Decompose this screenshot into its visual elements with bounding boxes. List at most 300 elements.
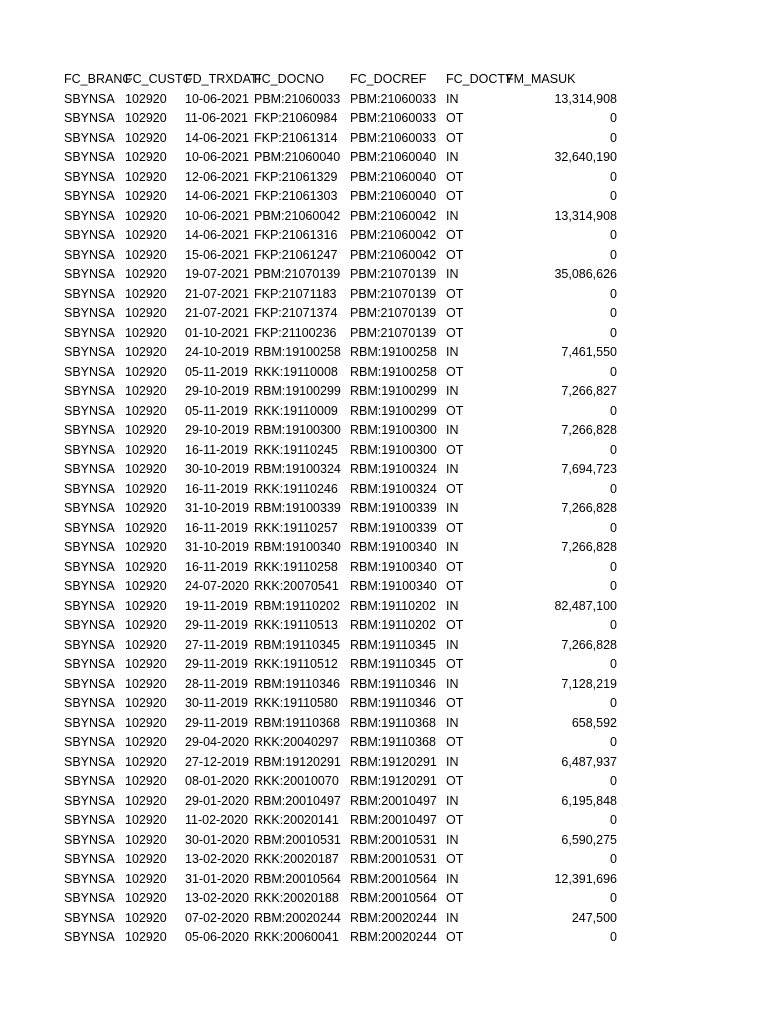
doctype-cell: IN — [446, 150, 459, 164]
trxdate-cell: 31-10-2019 — [185, 540, 249, 554]
column-header-custcode: FC_CUSTC — [125, 72, 192, 86]
branch-cell: SBYNSA — [64, 169, 115, 184]
branch-cell: SBYNSA — [64, 871, 115, 886]
masuk-cell: 0 — [610, 325, 617, 340]
masuk-cell: 0 — [610, 618, 617, 632]
doctype-cell: IN — [446, 910, 459, 925]
docno-cell: RKK:20020141 — [254, 813, 339, 827]
masuk-cell: 0 — [610, 774, 617, 788]
trxdate-cell: 31-10-2019 — [185, 501, 249, 515]
custcode-cell: 102920 — [125, 832, 167, 847]
custcode-cell: 102920 — [125, 910, 167, 925]
custcode-cell: 102920 — [125, 384, 167, 398]
doctype-cell: IN — [446, 384, 459, 398]
docno-cell: PBM:21070139 — [254, 267, 341, 281]
docno-cell: RBM:19100340 — [254, 540, 341, 554]
docno-cell: RKK:19110512 — [254, 657, 338, 671]
masuk-cell: 0 — [610, 696, 617, 710]
docref-cell: RBM:19100340 — [350, 559, 437, 574]
docno-cell: RKK:20070541 — [254, 579, 339, 593]
doctype-cell: IN — [446, 676, 459, 691]
branch-cell: SBYNSA — [64, 754, 115, 769]
masuk-cell: 7,266,828 — [561, 501, 617, 515]
docref-cell: PBM:21070139 — [350, 306, 437, 320]
trxdate-cell: 19-07-2021 — [185, 267, 249, 281]
doctype-cell: IN — [446, 91, 459, 106]
docno-cell: RBM:19100324 — [254, 462, 341, 476]
docno-cell: PBM:21060040 — [254, 150, 341, 164]
docref-cell: RBM:19100300 — [350, 442, 437, 457]
trxdate-cell: 11-06-2021 — [185, 111, 249, 125]
branch-cell: SBYNSA — [64, 306, 115, 320]
branch-cell: SBYNSA — [64, 345, 115, 359]
docref-cell: RBM:20020244 — [350, 930, 437, 944]
custcode-cell: 102920 — [125, 813, 167, 827]
doctype-cell: OT — [446, 189, 464, 203]
docref-cell: RBM:19100258 — [350, 345, 437, 359]
custcode-cell: 102920 — [125, 676, 167, 691]
trxdate-cell: 05-11-2019 — [185, 364, 249, 379]
docno-cell: RBM:20010497 — [254, 793, 341, 808]
docno-cell: RKK:19110008 — [254, 364, 338, 379]
custcode-cell: 102920 — [125, 306, 167, 320]
docref-cell: PBM:21070139 — [350, 286, 437, 301]
docno-cell: RKK:20040297 — [254, 735, 339, 749]
doctype-cell: OT — [446, 403, 464, 418]
doctype-cell: OT — [446, 813, 464, 827]
docno-cell: RBM:19110202 — [254, 598, 340, 613]
column-header-masuk: FM_MASUK — [506, 72, 576, 86]
trxdate-cell: 16-11-2019 — [185, 481, 249, 496]
branch-cell: SBYNSA — [64, 481, 115, 496]
docref-cell: RBM:20010564 — [350, 871, 437, 886]
doctype-cell: OT — [446, 306, 464, 320]
branch-cell: SBYNSA — [64, 267, 115, 281]
column-header-trxdate: FD_TRXDATI — [185, 72, 262, 86]
doctype-cell: OT — [446, 442, 464, 457]
custcode-cell: 102920 — [125, 111, 167, 125]
custcode-cell: 102920 — [125, 247, 167, 262]
trxdate-cell: 16-11-2019 — [185, 442, 249, 457]
doctype-cell: IN — [446, 793, 459, 808]
doctype-cell: OT — [446, 735, 464, 749]
custcode-cell: 102920 — [125, 91, 167, 106]
custcode-cell: 102920 — [125, 754, 167, 769]
docno-cell: RKK:19110580 — [254, 696, 338, 710]
branch-cell: SBYNSA — [64, 657, 115, 671]
trxdate-cell: 29-10-2019 — [185, 423, 249, 437]
doctype-cell: IN — [446, 871, 459, 886]
docref-cell: RBM:19100339 — [350, 520, 437, 535]
trxdate-cell: 29-11-2019 — [185, 657, 249, 671]
trxdate-cell: 31-01-2020 — [185, 871, 249, 886]
custcode-cell: 102920 — [125, 130, 167, 145]
branch-cell: SBYNSA — [64, 637, 115, 652]
masuk-cell: 7,461,550 — [561, 345, 617, 359]
doctype-cell: OT — [446, 852, 464, 866]
trxdate-cell: 30-10-2019 — [185, 462, 249, 476]
docno-cell: RBM:19100300 — [254, 423, 341, 437]
branch-cell: SBYNSA — [64, 930, 115, 944]
masuk-cell: 32,640,190 — [554, 150, 617, 164]
docno-cell: RBM:19110345 — [254, 637, 340, 652]
docref-cell: RBM:20010531 — [350, 832, 437, 847]
docref-cell: RBM:19100324 — [350, 481, 437, 496]
doctype-cell: OT — [446, 247, 464, 262]
column-header-docref: FC_DOCREF — [350, 72, 427, 86]
masuk-cell: 13,314,908 — [554, 91, 617, 106]
masuk-cell: 13,314,908 — [554, 208, 617, 223]
trxdate-cell: 13-02-2020 — [185, 891, 249, 905]
docno-cell: RKK:19110257 — [254, 520, 338, 535]
docno-cell: FKP:21061303 — [254, 189, 338, 203]
trxdate-cell: 15-06-2021 — [185, 247, 249, 262]
docref-cell: RBM:19100299 — [350, 403, 437, 418]
branch-cell: SBYNSA — [64, 793, 115, 808]
branch-cell: SBYNSA — [64, 462, 115, 476]
docref-cell: PBM:21060033 — [350, 130, 437, 145]
docref-cell: RBM:19100340 — [350, 540, 437, 554]
column-header-docno: FC_DOCNO — [254, 72, 325, 86]
docno-cell: RKK:19110245 — [254, 442, 338, 457]
docno-cell: RKK:19110258 — [254, 559, 338, 574]
custcode-cell: 102920 — [125, 871, 167, 886]
docno-cell: RKK:20020187 — [254, 852, 339, 866]
branch-cell: SBYNSA — [64, 735, 115, 749]
docno-cell: RBM:19110368 — [254, 715, 340, 730]
masuk-cell: 0 — [610, 364, 617, 379]
custcode-cell: 102920 — [125, 364, 167, 379]
doctype-cell: IN — [446, 423, 459, 437]
docref-cell: RBM:20010497 — [350, 793, 437, 808]
docref-cell: RBM:19110345 — [350, 637, 436, 652]
trxdate-cell: 19-11-2019 — [185, 598, 249, 613]
branch-cell: SBYNSA — [64, 579, 115, 593]
docno-cell: RBM:19110346 — [254, 676, 340, 691]
branch-cell: SBYNSA — [64, 403, 115, 418]
branch-cell: SBYNSA — [64, 208, 115, 223]
branch-cell: SBYNSA — [64, 111, 115, 125]
docno-cell: PBM:21060033 — [254, 91, 341, 106]
docref-cell: PBM:21060042 — [350, 228, 437, 242]
branch-cell: SBYNSA — [64, 325, 115, 340]
custcode-cell: 102920 — [125, 345, 167, 359]
docno-cell: RBM:20010531 — [254, 832, 341, 847]
custcode-cell: 102920 — [125, 930, 167, 944]
masuk-cell: 0 — [610, 657, 617, 671]
branch-cell: SBYNSA — [64, 696, 115, 710]
trxdate-cell: 16-11-2019 — [185, 520, 249, 535]
docno-cell: RKK:19110246 — [254, 481, 338, 496]
branch-cell: SBYNSA — [64, 618, 115, 632]
masuk-cell: 0 — [610, 306, 617, 320]
masuk-cell: 0 — [610, 891, 617, 905]
branch-cell: SBYNSA — [64, 423, 115, 437]
doctype-cell: IN — [446, 715, 459, 730]
masuk-cell: 0 — [610, 403, 617, 418]
masuk-cell: 0 — [610, 286, 617, 301]
doctype-cell: IN — [446, 637, 459, 652]
docno-cell: FKP:21071183 — [254, 286, 337, 301]
branch-cell: SBYNSA — [64, 910, 115, 925]
docref-cell: PBM:21070139 — [350, 325, 437, 340]
custcode-cell: 102920 — [125, 423, 167, 437]
docno-cell: RKK:20020188 — [254, 891, 339, 905]
doctype-cell: OT — [446, 481, 464, 496]
branch-cell: SBYNSA — [64, 130, 115, 145]
masuk-cell: 247,500 — [571, 910, 617, 925]
doctype-cell: OT — [446, 130, 464, 145]
branch-cell: SBYNSA — [64, 442, 115, 457]
masuk-cell: 0 — [610, 442, 617, 457]
masuk-cell: 0 — [610, 481, 617, 496]
custcode-cell: 102920 — [125, 208, 167, 223]
docref-cell: RBM:19100299 — [350, 384, 437, 398]
trxdate-cell: 12-06-2021 — [185, 169, 249, 184]
docref-cell: RBM:19100340 — [350, 579, 437, 593]
trxdate-cell: 14-06-2021 — [185, 130, 249, 145]
docref-cell: RBM:19100339 — [350, 501, 437, 515]
masuk-cell: 0 — [610, 520, 617, 535]
docref-cell: RBM:19100300 — [350, 423, 437, 437]
docno-cell: RKK:20060041 — [254, 930, 339, 944]
docno-cell: FKP:21061316 — [254, 228, 338, 242]
doctype-cell: OT — [446, 228, 464, 242]
trxdate-cell: 21-07-2021 — [185, 306, 249, 320]
docno-cell: FKP:21100236 — [254, 325, 337, 340]
custcode-cell: 102920 — [125, 657, 167, 671]
doctype-cell: OT — [446, 930, 464, 944]
masuk-cell: 6,195,848 — [561, 793, 617, 808]
docref-cell: RBM:20020244 — [350, 910, 437, 925]
custcode-cell: 102920 — [125, 501, 167, 515]
trxdate-cell: 10-06-2021 — [185, 150, 249, 164]
custcode-cell: 102920 — [125, 618, 167, 632]
doctype-cell: OT — [446, 520, 464, 535]
trxdate-cell: 24-10-2019 — [185, 345, 249, 359]
docref-cell: RBM:19100324 — [350, 462, 437, 476]
branch-cell: SBYNSA — [64, 540, 115, 554]
trxdate-cell: 05-06-2020 — [185, 930, 249, 944]
masuk-cell: 35,086,626 — [554, 267, 617, 281]
trxdate-cell: 28-11-2019 — [185, 676, 249, 691]
trxdate-cell: 01-10-2021 — [185, 325, 249, 340]
docno-cell: RBM:19100339 — [254, 501, 341, 515]
doctype-cell: IN — [446, 540, 459, 554]
custcode-cell: 102920 — [125, 637, 167, 652]
branch-cell: SBYNSA — [64, 501, 115, 515]
custcode-cell: 102920 — [125, 891, 167, 905]
doctype-cell: OT — [446, 657, 464, 671]
masuk-cell: 0 — [610, 579, 617, 593]
docref-cell: RBM:19100258 — [350, 364, 437, 379]
custcode-cell: 102920 — [125, 325, 167, 340]
trxdate-cell: 13-02-2020 — [185, 852, 249, 866]
docref-cell: RBM:20010497 — [350, 813, 437, 827]
trxdate-cell: 30-01-2020 — [185, 832, 249, 847]
masuk-cell: 0 — [610, 852, 617, 866]
custcode-cell: 102920 — [125, 540, 167, 554]
branch-cell: SBYNSA — [64, 813, 115, 827]
docno-cell: RBM:19100299 — [254, 384, 341, 398]
custcode-cell: 102920 — [125, 189, 167, 203]
masuk-cell: 6,487,937 — [561, 754, 617, 769]
docref-cell: PBM:21070139 — [350, 267, 437, 281]
masuk-cell: 0 — [610, 247, 617, 262]
masuk-cell: 0 — [610, 111, 617, 125]
docno-cell: RBM:20010564 — [254, 871, 341, 886]
branch-cell: SBYNSA — [64, 559, 115, 574]
trxdate-cell: 21-07-2021 — [185, 286, 249, 301]
trxdate-cell: 16-11-2019 — [185, 559, 249, 574]
masuk-cell: 7,266,827 — [561, 384, 617, 398]
masuk-cell: 658,592 — [571, 715, 617, 730]
docref-cell: PBM:21060042 — [350, 208, 437, 223]
branch-cell: SBYNSA — [64, 91, 115, 106]
docref-cell: RBM:19110368 — [350, 715, 436, 730]
docno-cell: FKP:21060984 — [254, 111, 338, 125]
doctype-cell: OT — [446, 364, 464, 379]
docref-cell: PBM:21060040 — [350, 189, 437, 203]
docref-cell: RBM:19120291 — [350, 774, 437, 788]
masuk-cell: 7,266,828 — [561, 637, 617, 652]
trxdate-cell: 10-06-2021 — [185, 208, 249, 223]
doctype-cell: IN — [446, 208, 459, 223]
custcode-cell: 102920 — [125, 735, 167, 749]
trxdate-cell: 29-01-2020 — [185, 793, 249, 808]
custcode-cell: 102920 — [125, 579, 167, 593]
trxdate-cell: 27-12-2019 — [185, 754, 249, 769]
trxdate-cell: 29-04-2020 — [185, 735, 249, 749]
branch-cell: SBYNSA — [64, 774, 115, 788]
custcode-cell: 102920 — [125, 442, 167, 457]
masuk-cell: 12,391,696 — [554, 871, 617, 886]
trxdate-cell: 05-11-2019 — [185, 403, 249, 418]
doctype-cell: OT — [446, 618, 464, 632]
column-header-doctype: FC_DOCTY — [446, 72, 514, 86]
custcode-cell: 102920 — [125, 267, 167, 281]
doctype-cell: IN — [446, 267, 459, 281]
trxdate-cell: 08-01-2020 — [185, 774, 249, 788]
masuk-cell: 7,128,219 — [561, 676, 617, 691]
doctype-cell: OT — [446, 579, 464, 593]
trxdate-cell: 29-11-2019 — [185, 618, 249, 632]
doctype-cell: IN — [446, 754, 459, 769]
custcode-cell: 102920 — [125, 462, 167, 476]
masuk-cell: 0 — [610, 130, 617, 145]
custcode-cell: 102920 — [125, 774, 167, 788]
masuk-cell: 0 — [610, 813, 617, 827]
doctype-cell: OT — [446, 169, 464, 184]
docref-cell: PBM:21060040 — [350, 169, 437, 184]
trxdate-cell: 24-07-2020 — [185, 579, 249, 593]
trxdate-cell: 10-06-2021 — [185, 91, 249, 106]
docref-cell: PBM:21060033 — [350, 111, 437, 125]
doctype-cell: OT — [446, 286, 464, 301]
masuk-cell: 7,694,723 — [561, 462, 617, 476]
trxdate-cell: 29-11-2019 — [185, 715, 249, 730]
docref-cell: RBM:19110202 — [350, 598, 436, 613]
custcode-cell: 102920 — [125, 793, 167, 808]
doctype-cell: IN — [446, 345, 459, 359]
docref-cell: RBM:19120291 — [350, 754, 437, 769]
doctype-cell: OT — [446, 111, 464, 125]
custcode-cell: 102920 — [125, 852, 167, 866]
branch-cell: SBYNSA — [64, 364, 115, 379]
trxdate-cell: 29-10-2019 — [185, 384, 249, 398]
column-header-branch: FC_BRANC — [64, 72, 132, 86]
docref-cell: RBM:20010531 — [350, 852, 437, 866]
trxdate-cell: 14-06-2021 — [185, 228, 249, 242]
docref-cell: RBM:19110345 — [350, 657, 436, 671]
branch-cell: SBYNSA — [64, 598, 115, 613]
branch-cell: SBYNSA — [64, 832, 115, 847]
trxdate-cell: 30-11-2019 — [185, 696, 249, 710]
custcode-cell: 102920 — [125, 598, 167, 613]
trxdate-cell: 27-11-2019 — [185, 637, 249, 652]
masuk-cell: 0 — [610, 169, 617, 184]
docno-cell: FKP:21061247 — [254, 247, 338, 262]
custcode-cell: 102920 — [125, 169, 167, 184]
custcode-cell: 102920 — [125, 150, 167, 164]
masuk-cell: 82,487,100 — [554, 598, 617, 613]
doctype-cell: IN — [446, 832, 459, 847]
custcode-cell: 102920 — [125, 481, 167, 496]
custcode-cell: 102920 — [125, 559, 167, 574]
docref-cell: RBM:19110368 — [350, 735, 436, 749]
docref-cell: RBM:19110202 — [350, 618, 436, 632]
branch-cell: SBYNSA — [64, 384, 115, 398]
branch-cell: SBYNSA — [64, 228, 115, 242]
trxdate-cell: 11-02-2020 — [185, 813, 249, 827]
custcode-cell: 102920 — [125, 696, 167, 710]
doctype-cell: IN — [446, 462, 459, 476]
masuk-cell: 7,266,828 — [561, 423, 617, 437]
branch-cell: SBYNSA — [64, 150, 115, 164]
doctype-cell: OT — [446, 696, 464, 710]
docno-cell: RKK:19110513 — [254, 618, 338, 632]
custcode-cell: 102920 — [125, 228, 167, 242]
masuk-cell: 7,266,828 — [561, 540, 617, 554]
doctype-cell: OT — [446, 891, 464, 905]
trxdate-cell: 14-06-2021 — [185, 189, 249, 203]
doctype-cell: OT — [446, 774, 464, 788]
branch-cell: SBYNSA — [64, 676, 115, 691]
doctype-cell: IN — [446, 598, 459, 613]
branch-cell: SBYNSA — [64, 891, 115, 905]
masuk-cell: 0 — [610, 930, 617, 944]
masuk-cell: 0 — [610, 559, 617, 574]
docref-cell: PBM:21060040 — [350, 150, 437, 164]
docref-cell: RBM:19110346 — [350, 696, 436, 710]
masuk-cell: 0 — [610, 228, 617, 242]
docno-cell: FKP:21061314 — [254, 130, 338, 145]
docno-cell: RBM:20020244 — [254, 910, 341, 925]
branch-cell: SBYNSA — [64, 520, 115, 535]
docno-cell: RKK:19110009 — [254, 403, 338, 418]
custcode-cell: 102920 — [125, 520, 167, 535]
masuk-cell: 0 — [610, 189, 617, 203]
branch-cell: SBYNSA — [64, 852, 115, 866]
docno-cell: RBM:19120291 — [254, 754, 341, 769]
docref-cell: RBM:20010564 — [350, 891, 437, 905]
masuk-cell: 0 — [610, 735, 617, 749]
docref-cell: PBM:21060033 — [350, 91, 437, 106]
branch-cell: SBYNSA — [64, 286, 115, 301]
trxdate-cell: 07-02-2020 — [185, 910, 249, 925]
docref-cell: PBM:21060042 — [350, 247, 437, 262]
docno-cell: FKP:21061329 — [254, 169, 338, 184]
